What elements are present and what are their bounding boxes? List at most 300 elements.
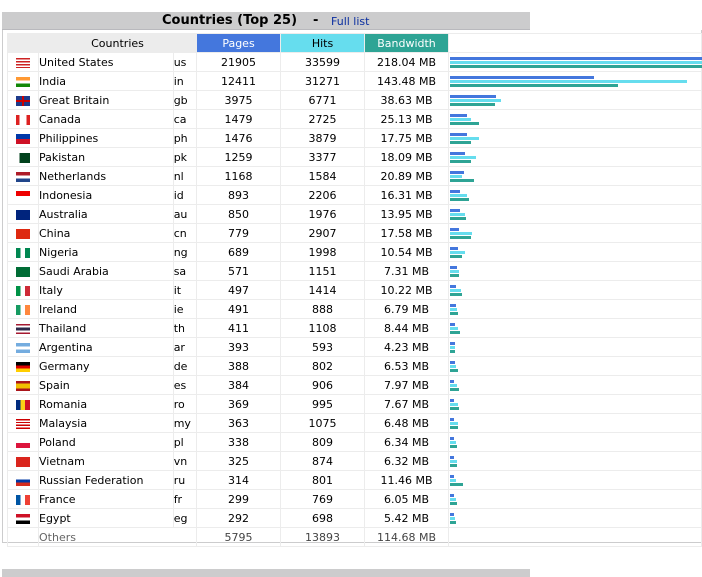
bandwidth-bar <box>450 426 458 429</box>
section-title: Countries (Top 25) <box>162 13 298 28</box>
bandwidth-bar <box>450 483 463 486</box>
hits-bar <box>450 213 465 216</box>
bandwidth-value: 18.09 MB <box>365 148 449 167</box>
flag-cell <box>8 338 39 357</box>
country-name: Philippines <box>39 129 174 148</box>
pages-value: 299 <box>197 490 281 509</box>
pages-bar <box>450 399 454 402</box>
bar-graph-cell <box>449 72 702 91</box>
section-title-bar <box>2 12 530 30</box>
bar-graph-cell <box>449 186 702 205</box>
table-row <box>8 129 702 148</box>
flag-cell <box>8 129 39 148</box>
pl-flag-icon <box>16 438 30 448</box>
country-name: Egypt <box>39 509 174 528</box>
bar-graph-cell <box>449 281 702 300</box>
table-row <box>8 53 702 72</box>
table-row <box>8 433 702 452</box>
country-code: in <box>173 72 196 91</box>
hits-bar <box>450 384 457 387</box>
bandwidth-value: 6.53 MB <box>365 357 449 376</box>
bar-graph-cell <box>449 91 702 110</box>
country-name: Malaysia <box>39 414 174 433</box>
pages-value: 363 <box>197 414 281 433</box>
pages-value: 1259 <box>197 148 281 167</box>
country-name: Great Britain <box>39 91 174 110</box>
pages-bar <box>450 152 465 155</box>
pages-bar <box>450 76 594 79</box>
bar-graph-cell <box>449 300 702 319</box>
table-row <box>8 205 702 224</box>
bandwidth-value: 8.44 MB <box>365 319 449 338</box>
bandwidth-bar <box>450 198 469 201</box>
pages-bar <box>450 475 454 478</box>
hits-bar <box>450 479 456 482</box>
table-row <box>8 414 702 433</box>
bandwidth-value: 7.31 MB <box>365 262 449 281</box>
bandwidth-bar <box>450 217 466 220</box>
flag-cell <box>8 72 39 91</box>
ca-flag-icon <box>16 115 30 125</box>
header-flag <box>8 34 39 53</box>
table-row <box>8 167 702 186</box>
bandwidth-bar <box>450 141 471 144</box>
ph-flag-icon <box>16 134 30 144</box>
hits-value: 802 <box>281 357 365 376</box>
pages-bar <box>450 133 467 136</box>
flag-cell <box>8 395 39 414</box>
flag-cell <box>8 528 39 547</box>
pages-bar <box>450 228 459 231</box>
bar-graph-cell <box>449 319 702 338</box>
pages-bar <box>450 513 454 516</box>
others-row <box>8 528 702 547</box>
bandwidth-value: 38.63 MB <box>365 91 449 110</box>
country-code: cn <box>173 224 196 243</box>
hits-bar <box>450 137 479 140</box>
pages-value: 369 <box>197 395 281 414</box>
pages-value: 893 <box>197 186 281 205</box>
pages-bar <box>450 361 455 364</box>
ro-flag-icon <box>16 400 30 410</box>
pages-bar <box>450 95 496 98</box>
bandwidth-value: 6.34 MB <box>365 433 449 452</box>
bandwidth-bar <box>450 236 471 239</box>
bandwidth-bar <box>450 255 462 258</box>
country-code: ru <box>173 471 196 490</box>
pages-bar <box>450 494 454 497</box>
header-countries: Countries <box>39 34 197 53</box>
hits-bar <box>450 498 456 501</box>
hits-value: 888 <box>281 300 365 319</box>
hits-value: 2725 <box>281 110 365 129</box>
hits-value: 874 <box>281 452 365 471</box>
pages-bar <box>450 190 460 193</box>
pages-value: 388 <box>197 357 281 376</box>
hits-bar <box>450 517 455 520</box>
flag-cell <box>8 281 39 300</box>
bandwidth-value: 17.75 MB <box>365 129 449 148</box>
table-row <box>8 452 702 471</box>
hits-value: 769 <box>281 490 365 509</box>
title-separator: - <box>313 13 319 28</box>
pages-value: 384 <box>197 376 281 395</box>
bandwidth-value: 6.32 MB <box>365 452 449 471</box>
bandwidth-value: 7.67 MB <box>365 395 449 414</box>
table-row <box>8 509 702 528</box>
country-name: Thailand <box>39 319 174 338</box>
table-row <box>8 243 702 262</box>
bar-graph-cell <box>449 262 702 281</box>
header-row <box>8 34 702 53</box>
table-row <box>8 357 702 376</box>
ie-flag-icon <box>16 305 30 315</box>
country-code: ng <box>173 243 196 262</box>
pages-bar <box>450 57 702 60</box>
hits-bar <box>450 270 459 273</box>
country-code: au <box>173 205 196 224</box>
pages-bar <box>450 342 455 345</box>
pages-value: 850 <box>197 205 281 224</box>
bar-graph-cell <box>449 243 702 262</box>
flag-cell <box>8 53 39 72</box>
countries-table <box>7 33 702 547</box>
hits-bar <box>450 365 456 368</box>
hits-bar <box>450 175 462 178</box>
pages-value: 497 <box>197 281 281 300</box>
table-row <box>8 148 702 167</box>
pages-bar <box>450 114 467 117</box>
flag-cell <box>8 148 39 167</box>
bandwidth-bar <box>450 350 455 353</box>
hits-bar <box>450 99 501 102</box>
country-code: es <box>173 376 196 395</box>
bar-graph-cell <box>449 148 702 167</box>
hits-value: 1584 <box>281 167 365 186</box>
full-list-link[interactable]: Full list <box>331 15 370 28</box>
pages-value: 779 <box>197 224 281 243</box>
hits-value: 809 <box>281 433 365 452</box>
table-row <box>8 376 702 395</box>
flag-cell <box>8 319 39 338</box>
others-label: Others <box>39 528 197 547</box>
country-name: Indonesia <box>39 186 174 205</box>
my-flag-icon <box>16 419 30 429</box>
country-name: Ireland <box>39 300 174 319</box>
bar-graph-cell <box>449 414 702 433</box>
bandwidth-bar <box>450 331 460 334</box>
pages-value: 689 <box>197 243 281 262</box>
bar-graph-cell <box>449 224 702 243</box>
hits-value: 1075 <box>281 414 365 433</box>
pages-value: 411 <box>197 319 281 338</box>
hits-bar <box>450 156 476 159</box>
bar-graph-cell <box>449 490 702 509</box>
pages-bar <box>450 437 454 440</box>
bandwidth-value: 11.46 MB <box>365 471 449 490</box>
th-flag-icon <box>16 324 30 334</box>
pages-value: 325 <box>197 452 281 471</box>
bar-graph-cell <box>449 357 702 376</box>
country-name: India <box>39 72 174 91</box>
pages-bar <box>450 171 464 174</box>
table-row <box>8 300 702 319</box>
bandwidth-bar <box>450 160 471 163</box>
country-code: eg <box>173 509 196 528</box>
bandwidth-bar <box>450 388 459 391</box>
flag-cell <box>8 509 39 528</box>
table-row <box>8 224 702 243</box>
flag-cell <box>8 433 39 452</box>
bandwidth-value: 10.22 MB <box>365 281 449 300</box>
table-row <box>8 471 702 490</box>
pages-value: 292 <box>197 509 281 528</box>
bandwidth-bar <box>450 103 495 106</box>
pages-value: 571 <box>197 262 281 281</box>
bandwidth-value: 20.89 MB <box>365 167 449 186</box>
gb-flag-icon <box>16 96 30 106</box>
hits-bar <box>450 289 461 292</box>
hits-value: 31271 <box>281 72 365 91</box>
table-row <box>8 262 702 281</box>
flag-cell <box>8 471 39 490</box>
bandwidth-bar <box>450 84 618 87</box>
country-name: Saudi Arabia <box>39 262 174 281</box>
country-code: ar <box>173 338 196 357</box>
hits-value: 698 <box>281 509 365 528</box>
country-code: pl <box>173 433 196 452</box>
hits-value: 2907 <box>281 224 365 243</box>
bandwidth-bar <box>450 293 462 296</box>
bar-graph-cell <box>449 433 702 452</box>
bar-graph-cell <box>449 167 702 186</box>
table-row <box>8 395 702 414</box>
flag-cell <box>8 167 39 186</box>
au-flag-icon <box>16 210 30 220</box>
bar-graph-cell <box>449 471 702 490</box>
flag-cell <box>8 224 39 243</box>
pages-value: 314 <box>197 471 281 490</box>
bandwidth-bar <box>450 65 702 68</box>
es-flag-icon <box>16 381 30 391</box>
id-flag-icon <box>16 191 30 201</box>
bar-graph-cell <box>449 338 702 357</box>
country-name: China <box>39 224 174 243</box>
it-flag-icon <box>16 286 30 296</box>
hits-bar <box>450 232 472 235</box>
bar-graph-cell <box>449 395 702 414</box>
bar-graph-cell <box>449 509 702 528</box>
country-code: ph <box>173 129 196 148</box>
bar-graph-cell <box>449 53 702 72</box>
hits-bar <box>450 308 457 311</box>
bar-graph-cell <box>449 205 702 224</box>
pages-value: 338 <box>197 433 281 452</box>
flag-cell <box>8 186 39 205</box>
bandwidth-value: 16.31 MB <box>365 186 449 205</box>
table-row <box>8 319 702 338</box>
flag-cell <box>8 376 39 395</box>
cn-flag-icon <box>16 229 30 239</box>
country-code: ro <box>173 395 196 414</box>
bandwidth-bar <box>450 445 457 448</box>
header-graph <box>449 34 702 53</box>
flag-cell <box>8 262 39 281</box>
flag-cell <box>8 110 39 129</box>
hits-bar <box>450 441 456 444</box>
pages-value: 1479 <box>197 110 281 129</box>
bar-graph-cell <box>449 110 702 129</box>
bandwidth-value: 6.79 MB <box>365 300 449 319</box>
others-bandwidth: 114.68 MB <box>365 528 449 547</box>
bandwidth-value: 4.23 MB <box>365 338 449 357</box>
de-flag-icon <box>16 362 30 372</box>
hits-bar <box>450 403 458 406</box>
country-code: gb <box>173 91 196 110</box>
pages-value: 393 <box>197 338 281 357</box>
bandwidth-value: 143.48 MB <box>365 72 449 91</box>
country-name: Spain <box>39 376 174 395</box>
table-row <box>8 91 702 110</box>
country-name: Vietnam <box>39 452 174 471</box>
hits-bar <box>450 460 457 463</box>
nl-flag-icon <box>16 172 30 182</box>
country-code: sa <box>173 262 196 281</box>
hits-value: 1151 <box>281 262 365 281</box>
bar-graph-cell <box>449 129 702 148</box>
country-code: id <box>173 186 196 205</box>
hits-bar <box>450 61 702 64</box>
hits-value: 1998 <box>281 243 365 262</box>
table-row <box>8 490 702 509</box>
bandwidth-value: 7.97 MB <box>365 376 449 395</box>
header-bandwidth: Bandwidth <box>365 34 449 53</box>
bandwidth-bar <box>450 179 474 182</box>
vn-flag-icon <box>16 457 30 467</box>
flag-cell <box>8 357 39 376</box>
bar-graph-cell <box>449 376 702 395</box>
hits-bar <box>450 422 458 425</box>
country-code: my <box>173 414 196 433</box>
bandwidth-value: 6.48 MB <box>365 414 449 433</box>
hits-bar <box>450 118 471 121</box>
pages-bar <box>450 285 456 288</box>
bar-graph-cell <box>449 528 702 547</box>
hits-bar <box>450 80 687 83</box>
country-code: vn <box>173 452 196 471</box>
fr-flag-icon <box>16 495 30 505</box>
pages-value: 491 <box>197 300 281 319</box>
table-row <box>8 338 702 357</box>
country-name: Pakistan <box>39 148 174 167</box>
flag-cell <box>8 91 39 110</box>
pages-value: 3975 <box>197 91 281 110</box>
pages-bar <box>450 380 454 383</box>
hits-value: 33599 <box>281 53 365 72</box>
sa-flag-icon <box>16 267 30 277</box>
hits-value: 1976 <box>281 205 365 224</box>
bandwidth-bar <box>450 312 458 315</box>
bandwidth-bar <box>450 407 459 410</box>
country-name: Russian Federation <box>39 471 174 490</box>
pages-bar <box>450 323 455 326</box>
bandwidth-value: 13.95 MB <box>365 205 449 224</box>
bandwidth-value: 6.05 MB <box>365 490 449 509</box>
ng-flag-icon <box>16 248 30 258</box>
hits-value: 3879 <box>281 129 365 148</box>
hits-value: 6771 <box>281 91 365 110</box>
flag-cell <box>8 490 39 509</box>
pages-bar <box>450 418 454 421</box>
country-name: France <box>39 490 174 509</box>
hits-value: 995 <box>281 395 365 414</box>
pages-value: 1476 <box>197 129 281 148</box>
country-code: ie <box>173 300 196 319</box>
flag-cell <box>8 452 39 471</box>
bandwidth-bar <box>450 521 456 524</box>
flag-cell <box>8 300 39 319</box>
country-name: Netherlands <box>39 167 174 186</box>
table-row <box>8 110 702 129</box>
hits-value: 906 <box>281 376 365 395</box>
pages-bar <box>450 456 454 459</box>
country-code: de <box>173 357 196 376</box>
in-flag-icon <box>16 77 30 87</box>
bandwidth-bar <box>450 274 459 277</box>
country-name: Canada <box>39 110 174 129</box>
country-name: Germany <box>39 357 174 376</box>
hits-bar <box>450 327 458 330</box>
country-name: United States <box>39 53 174 72</box>
country-code: fr <box>173 490 196 509</box>
hits-value: 1414 <box>281 281 365 300</box>
bar-graph-cell <box>449 452 702 471</box>
table-row <box>8 186 702 205</box>
table-row <box>8 281 702 300</box>
others-pages: 5795 <box>197 528 281 547</box>
country-code: pk <box>173 148 196 167</box>
bandwidth-value: 5.42 MB <box>365 509 449 528</box>
country-name: Romania <box>39 395 174 414</box>
header-hits: Hits <box>281 34 365 53</box>
country-code: it <box>173 281 196 300</box>
pages-value: 21905 <box>197 53 281 72</box>
country-name: Italy <box>39 281 174 300</box>
country-code: nl <box>173 167 196 186</box>
flag-cell <box>8 414 39 433</box>
pages-value: 1168 <box>197 167 281 186</box>
hits-value: 3377 <box>281 148 365 167</box>
flag-cell <box>8 243 39 262</box>
country-code: th <box>173 319 196 338</box>
bandwidth-bar <box>450 464 457 467</box>
eg-flag-icon <box>16 514 30 524</box>
hits-bar <box>450 194 467 197</box>
country-name: Argentina <box>39 338 174 357</box>
hits-bar <box>450 251 465 254</box>
country-name: Nigeria <box>39 243 174 262</box>
country-code: us <box>173 53 196 72</box>
hits-value: 1108 <box>281 319 365 338</box>
bandwidth-value: 25.13 MB <box>365 110 449 129</box>
flag-cell <box>8 205 39 224</box>
ar-flag-icon <box>16 343 30 353</box>
others-hits: 13893 <box>281 528 365 547</box>
table-body <box>8 53 702 547</box>
country-name: Australia <box>39 205 174 224</box>
bandwidth-bar <box>450 502 457 505</box>
hits-value: 593 <box>281 338 365 357</box>
